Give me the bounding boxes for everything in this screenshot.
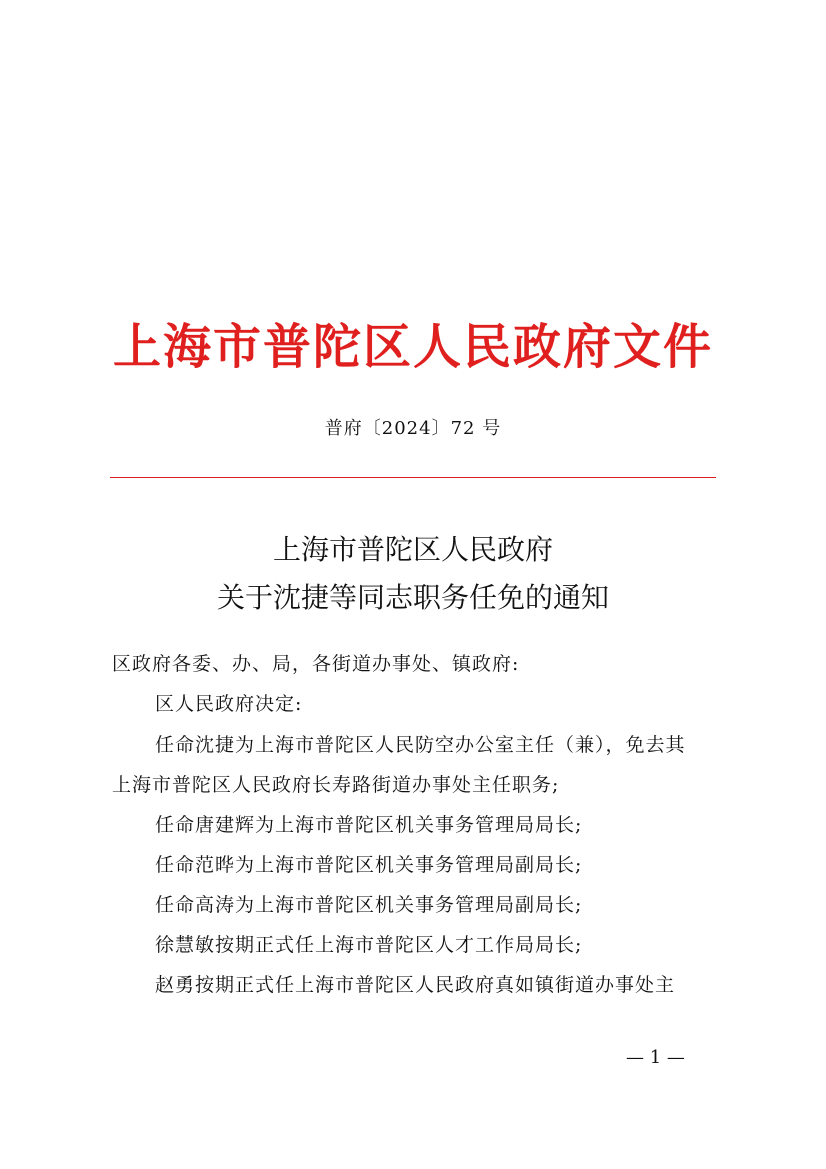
document-title-line-2: 关于沈捷等同志职务任免的通知 bbox=[216, 581, 609, 614]
appointment-item-2: 任命唐建辉为上海市普陀区机关事务管理局局长; bbox=[155, 814, 583, 836]
appointment-item-3: 任命范晔为上海市普陀区机关事务管理局副局长; bbox=[155, 854, 583, 876]
document-number: 普府〔2024〕72 号 bbox=[324, 418, 502, 439]
appointment-item-4: 任命高涛为上海市普陀区机关事务管理局副局长; bbox=[155, 894, 583, 916]
appointment-item-1-line-2: 上海市普陀区人民政府长寿路街道办事处主任职务; bbox=[112, 774, 560, 796]
appointment-item-1-line-1: 任命沈捷为上海市普陀区人民防空办公室主任（兼），免去其 bbox=[155, 734, 686, 756]
appointment-item-6-line-1: 赵勇按期正式任上海市普陀区人民政府真如镇街道办事处主 bbox=[155, 974, 676, 996]
document-title-line-1: 上海市普陀区人民政府 bbox=[272, 533, 553, 566]
masthead-title: 上海市普陀区人民政府文件 bbox=[112, 319, 713, 375]
page-number: — 1 — bbox=[626, 1047, 685, 1068]
recipients-line: 区政府各委、办、局，各街道办事处、镇政府: bbox=[112, 653, 520, 675]
appointment-item-5: 徐慧敏按期正式任上海市普陀区人才工作局局长; bbox=[155, 934, 583, 956]
red-divider-line bbox=[110, 477, 716, 478]
decision-line: 区人民政府决定: bbox=[155, 693, 303, 715]
